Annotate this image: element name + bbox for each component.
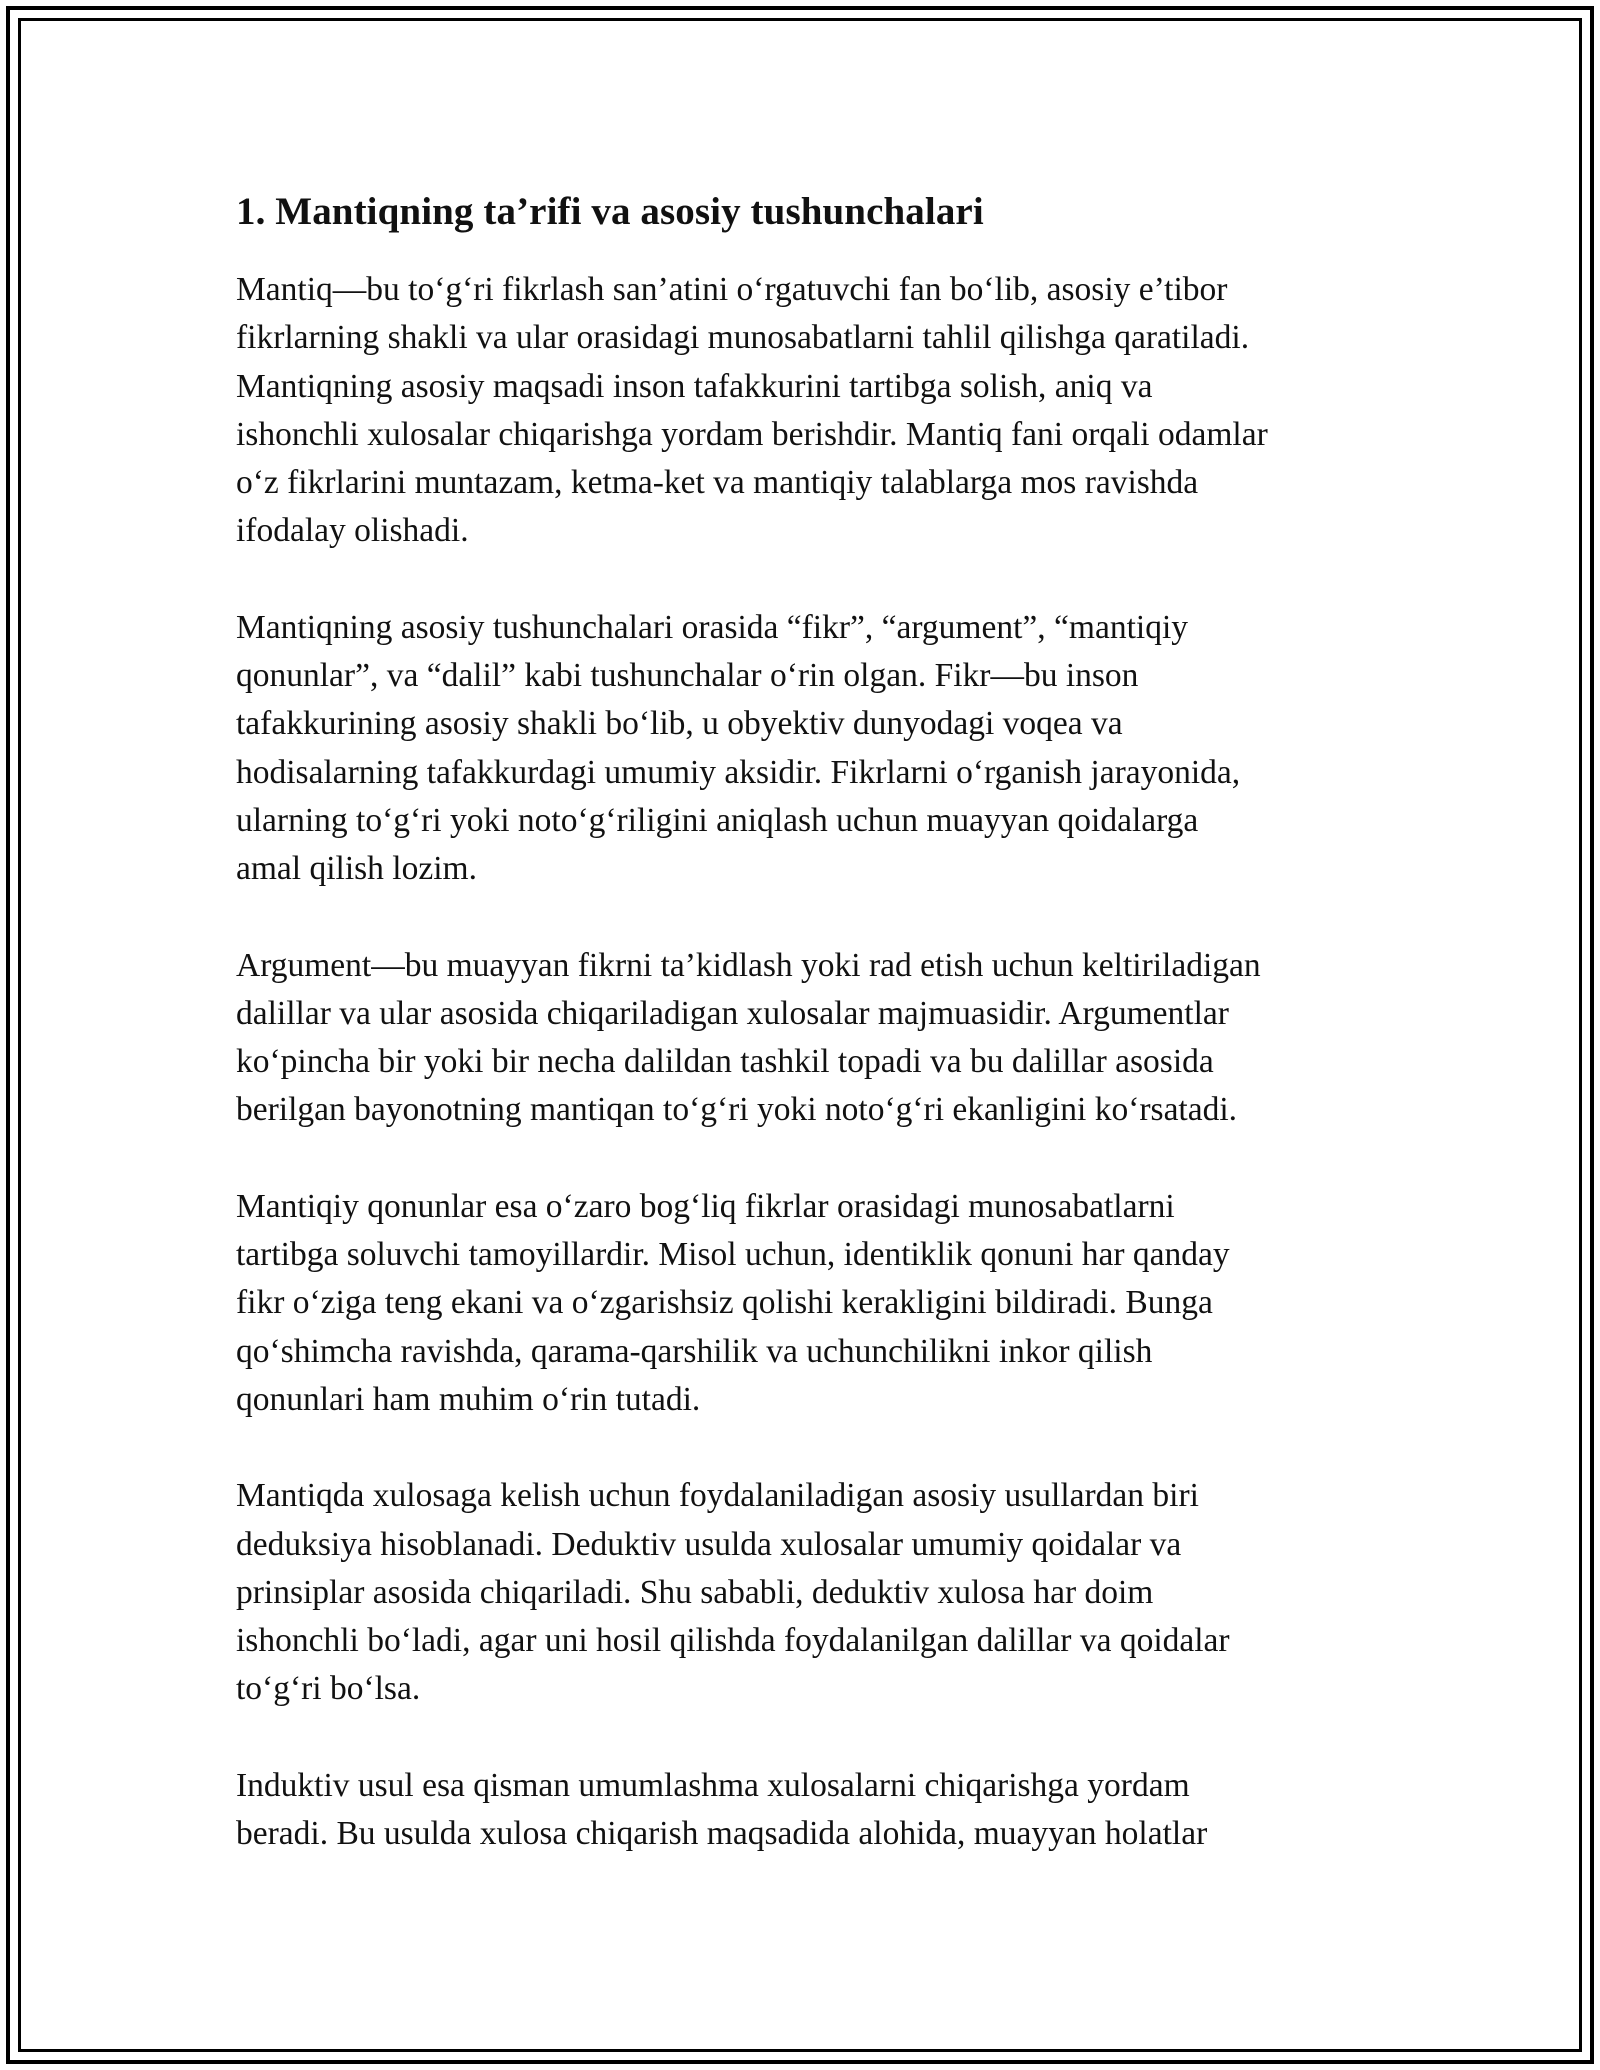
paragraph-basic-concepts: Mantiqning asosiy tushunchalari orasida “fikr”, “argument”, “mantiqiy qonunlar”, va “dalil” kabi tushunchalar o‘rin olgan. Fikr—bu inson tafakkurining asosiy shakli bo‘lib, u obyektiv dunyodagi voqea va hodisalarning tafakkurdagi umumiy aksidir. Fikrlarni o‘rganish jarayonida, ularning to‘g‘ri yoki noto‘g‘riligini aniqlash uchun muayyan qoidalarga amal qilish lozim.	[236, 608, 1241, 888]
paragraph-logical-laws: Mantiqiy qonunlar esa o‘zaro bog‘liq fikrlar orasidagi munosabatlarni tartibga soluvchi tamoyillardir. Misol uchun, identiklik qonuni har qanday fikr o‘ziga teng ekani va o‘zgarishsiz qolishi kerakligini bildiradi. Bunga qo‘shimcha ravishda, qarama-qarshilik va uchunchilikni inkor qilish qonunlari ham muhim o‘rin tutadi.	[236, 1187, 1230, 1418]
paragraph-deduction: Mantiqda xulosaga kelish uchun foydalaniladigan asosiy usullardan biri deduksiya hisoblanadi. Deduktiv usulda xulosalar umumiy qoidalar va prinsiplar asosida chiqariladi. Shu sababli, deduktiv xulosa har doim ishonchli bo‘ladi, agar uni hosil qilishda foydalanilgan dalillar va qoidalar to‘g‘ri bo‘lsa.	[236, 1477, 1230, 1708]
paragraph-induction: Induktiv usul esa qisman umumlashma xulosalarni chiqarishga yordam beradi. Bu usulda xulosa chiqarish maqsadida alohida, muayyan holatlar	[236, 1766, 1208, 1853]
paragraph-argument: Argument—bu muayyan fikrni ta’kidlash yoki rad etish uchun keltiriladigan dalillar va ular asosida chiqariladigan xulosalar majmuasidir. Argumentlar ko‘pincha bir yoki bir necha dalildan tashkil topadi va bu dalillar asosida berilgan bayonotning mantiqan to‘g‘ri yoki noto‘g‘ri ekanligini ko‘rsatadi.	[236, 946, 1261, 1129]
document-body	[236, 184, 1376, 1906]
paragraph-definition: Mantiq—bu to‘g‘ri fikrlash san’atini o‘rgatuvchi fan bo‘lib, asosiy e’tibor fikrlarning shakli va ular orasidagi munosabatlarni tahlil qilishga qaratiladi. Mantiqning asosiy maqsadi inson tafakkurini tartibga solish, aniq va ishonchli xulosalar chiqarishga yordam berishdir. Mantiq fani orqali odamlar o‘z fikrlarini muntazam, ketma-ket va mantiqiy talablarga mos ravishda ifodalay olishadi.	[236, 271, 1268, 550]
page-title: 1. Mantiqning ta’rifi va asosiy tushunchalari	[236, 190, 984, 233]
